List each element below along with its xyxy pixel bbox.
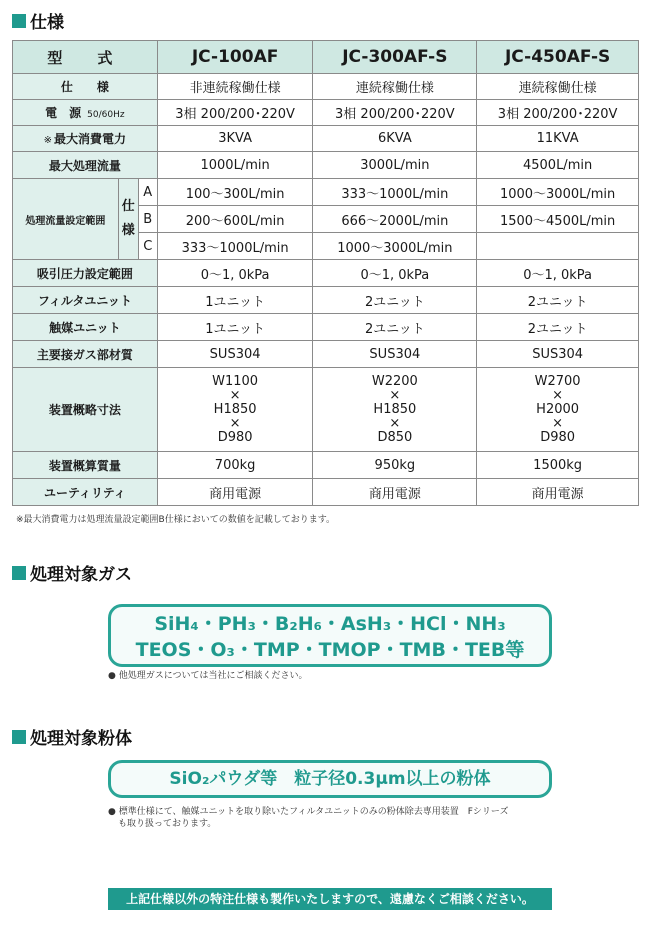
flow-label: 最大処理流量 [13, 152, 158, 179]
suction-label: 吸引圧力設定範囲 [13, 260, 158, 287]
model-jc-450af-s: JC-450AF-S [477, 41, 639, 74]
table-row [13, 74, 639, 100]
dimension-value [477, 368, 639, 452]
power-frequency: 50/60Hz [87, 110, 125, 120]
suction-value: 0～1, 0kPa [157, 260, 313, 287]
consumption-value: 6KVA [313, 126, 477, 152]
catalyst-label: 触媒ユニット [13, 314, 158, 341]
catalyst-value: 2ユニット [477, 314, 639, 341]
dimension-label: 装置概略寸法 [13, 368, 158, 452]
flow-value: 3000L/min [313, 152, 477, 179]
dimension-times: × [552, 415, 564, 431]
table-header-row [13, 41, 639, 74]
consumption-value: 11KVA [477, 126, 639, 152]
square-bullet-icon [12, 566, 26, 580]
material-label: 主要接ガス部材質 [13, 341, 158, 368]
dimension-depth: D850 [377, 429, 413, 445]
mass-label: 装置概算質量 [13, 452, 158, 479]
range-value: 666～2000L/min [313, 206, 477, 233]
dimension-depth: D980 [540, 429, 576, 445]
powder-note-line-2: も取り扱っております。 [118, 819, 217, 829]
table-row [13, 100, 639, 126]
mass-value: 950kg [313, 452, 477, 479]
spec-table [12, 40, 639, 506]
note-mark: ※ [43, 135, 53, 146]
consumption-label [13, 126, 158, 152]
range-value: 1000～3000L/min [313, 233, 477, 260]
range-key: C [138, 233, 157, 260]
spec-section-title-text: 仕様 [30, 13, 64, 33]
dimension-times: × [229, 387, 241, 403]
catalyst-value: 2ユニット [313, 314, 477, 341]
table-row [13, 152, 639, 179]
range-value: 1500～4500L/min [477, 206, 639, 233]
utility-label: ユーティリティ [13, 479, 158, 506]
range-sub-label [118, 179, 138, 260]
table-row [13, 260, 639, 287]
powder-box: SiO₂パウダ等 粒子径0.3μm以上の粉体 [108, 760, 552, 798]
material-value: SUS304 [477, 341, 639, 368]
dimension-width: W1100 [212, 373, 259, 389]
power-value: 3相 200/200･220V [157, 100, 313, 126]
dimension-times: × [552, 387, 564, 403]
dimension-height: H2000 [536, 401, 580, 417]
range-value: 100～300L/min [157, 179, 313, 206]
filter-value: 2ユニット [477, 287, 639, 314]
dimension-times: × [229, 415, 241, 431]
model-jc-100af: JC-100AF [157, 41, 313, 74]
gas-list-box [108, 604, 552, 667]
table-row [13, 341, 639, 368]
dimension-width: W2700 [534, 373, 581, 389]
power-value: 3相 200/200･220V [477, 100, 639, 126]
filter-label: フィルタユニット [13, 287, 158, 314]
table-row [13, 287, 639, 314]
spec-value: 連続稼働仕様 [477, 74, 639, 100]
catalyst-value: 1ユニット [157, 314, 313, 341]
range-sub-label-1: 仕 [121, 199, 135, 214]
table-row [13, 452, 639, 479]
model-label: 型 式 [13, 41, 158, 74]
power-value: 3相 200/200･220V [313, 100, 477, 126]
filter-value: 1ユニット [157, 287, 313, 314]
gas-list-line-1: SiH₄・PH₃・B₂H₆・AsH₃・HCl・NH₃ [154, 613, 506, 635]
range-sub-label-2: 様 [121, 223, 135, 238]
spec-label: 仕 様 [13, 74, 158, 100]
mass-value: 700kg [157, 452, 313, 479]
consumption-value: 3KVA [157, 126, 313, 152]
material-value: SUS304 [313, 341, 477, 368]
material-value: SUS304 [157, 341, 313, 368]
powder-section-title-text: 処理対象粉体 [30, 729, 132, 749]
dimension-height: H1850 [373, 401, 417, 417]
spec-value: 連続稼働仕様 [313, 74, 477, 100]
dimension-depth: D980 [217, 429, 253, 445]
range-value: 200～600L/min [157, 206, 313, 233]
mass-value: 1500kg [477, 452, 639, 479]
power-label [13, 100, 158, 126]
table-footnote: ※最大消費電力は処理流量設定範囲B仕様においての数値を記載しております。 [16, 515, 335, 525]
custom-order-banner: 上記仕様以外の特注仕様も製作いたしますので、遠慮なくご相談ください。 [108, 888, 552, 910]
powder-note [108, 806, 508, 830]
flow-value: 4500L/min [477, 152, 639, 179]
powder-section-title [12, 724, 132, 749]
table-row [13, 479, 639, 506]
filter-value: 2ユニット [313, 287, 477, 314]
suction-value: 0～1, 0kPa [313, 260, 477, 287]
power-label-text: 電 源 [45, 106, 82, 120]
utility-value: 商用電源 [313, 479, 477, 506]
gas-list-line-2: TEOS・O₃・TMP・TMOP・TMB・TEB等 [135, 639, 525, 661]
table-row [13, 179, 639, 206]
consumption-label-text: 最大消費電力 [54, 132, 127, 146]
range-value: 333～1000L/min [157, 233, 313, 260]
dimension-times: × [389, 415, 401, 431]
square-bullet-icon [12, 14, 26, 28]
spec-value: 非連続稼働仕様 [157, 74, 313, 100]
utility-value: 商用電源 [477, 479, 639, 506]
table-row [13, 126, 639, 152]
dimension-value [157, 368, 313, 452]
powder-note-line-1: ● 標準仕様にて、触媒ユニットを取り除いたフィルタユニットのみの粉体除去専用装置 Fシリーズ [108, 807, 509, 817]
table-row [13, 368, 639, 452]
table-row [13, 314, 639, 341]
flow-value: 1000L/min [157, 152, 313, 179]
range-value: 1000～3000L/min [477, 179, 639, 206]
model-jc-300af-s: JC-300AF-S [313, 41, 477, 74]
utility-value: 商用電源 [157, 479, 313, 506]
range-value [477, 233, 639, 260]
range-value: 333～1000L/min [313, 179, 477, 206]
gas-note: ● 他処理ガスについては当社にご相談ください。 [108, 671, 308, 681]
spec-section-title [12, 8, 64, 33]
dimension-times: × [389, 387, 401, 403]
gas-section-title-text: 処理対象ガス [30, 565, 132, 585]
dimension-height: H1850 [213, 401, 257, 417]
range-label: 処理流量設定範囲 [13, 179, 119, 260]
dimension-width: W2200 [371, 373, 418, 389]
range-key: B [138, 206, 157, 233]
suction-value: 0～1, 0kPa [477, 260, 639, 287]
square-bullet-icon [12, 730, 26, 744]
gas-section-title [12, 560, 132, 585]
range-key: A [138, 179, 157, 206]
dimension-value [313, 368, 477, 452]
